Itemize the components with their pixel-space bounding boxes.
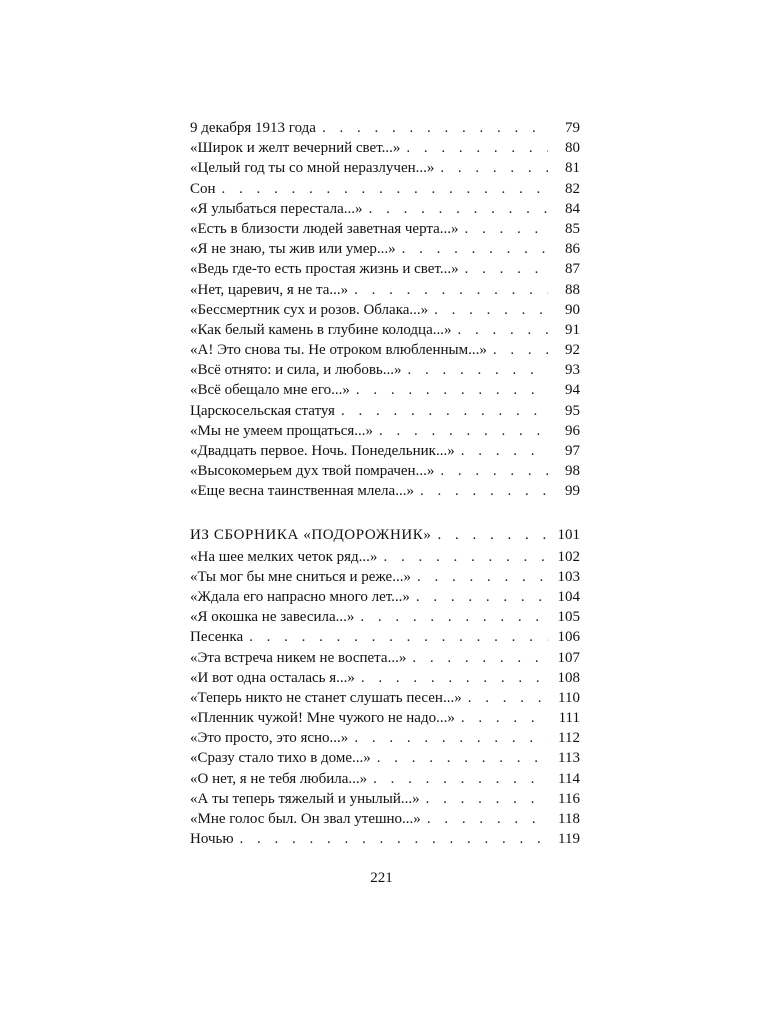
dot-leader: [402, 239, 548, 259]
dot-leader: [416, 587, 548, 607]
toc-entry-page: 96: [565, 422, 580, 439]
dot-leader: [461, 708, 548, 728]
toc-entry-title: «Целый год ты со мной неразлучен...»: [190, 160, 435, 177]
dot-leader: [426, 789, 548, 809]
toc-entry-title: «На шее мелких четок ряд...»: [190, 548, 378, 565]
toc-entry-title: «Есть в близости людей заветная черта...»: [190, 220, 459, 237]
toc-entry-title: «Бессмертник сух и розов. Облака...»: [190, 301, 429, 318]
toc-entry-page: 82: [565, 180, 580, 197]
toc-entry: [190, 748, 580, 768]
toc-entry: [190, 118, 580, 138]
toc-entry-title: Ночью: [190, 831, 234, 848]
toc-entry-title: Песенка: [190, 629, 244, 646]
toc-entry-page: 105: [557, 609, 580, 626]
toc-entry: [190, 280, 580, 300]
toc-entry: [190, 441, 580, 461]
toc-entry-page: 102: [557, 548, 580, 565]
toc-entry-page: 91: [565, 321, 580, 338]
toc-entry-page: 112: [558, 730, 580, 747]
toc-entry-page: 110: [558, 689, 580, 706]
toc-entry-title: «А ты теперь тяжелый и унылый...»: [190, 790, 420, 807]
toc-entry-title: «Ведь где-то есть простая жизнь и свет...»: [190, 261, 459, 278]
toc-entry-title: «Двадцать первое. Ночь. Понедельник...»: [190, 443, 455, 459]
toc-entry: [190, 259, 580, 279]
section-spacer: [190, 502, 580, 523]
toc-entry-title: «Широк и желт вечерний свет...»: [190, 140, 401, 157]
dot-leader: [373, 769, 548, 789]
toc-entry: [190, 648, 580, 668]
dot-leader: [356, 380, 548, 400]
toc-entry: [190, 728, 580, 748]
toc-entry-page: 111: [558, 710, 580, 727]
toc-entry-title: «И вот одна осталась я...»: [190, 669, 355, 686]
toc-entry: [190, 688, 580, 708]
toc-entry: [190, 360, 580, 380]
dot-leader: [461, 441, 548, 461]
toc-entry-title: «Мне голос был. Он звал утешно...»: [190, 811, 421, 827]
dot-leader: [427, 809, 548, 829]
dot-leader: [434, 300, 548, 320]
dot-leader: [465, 259, 548, 279]
toc-entry: [190, 587, 580, 607]
toc-entry: [190, 401, 580, 421]
toc-entry-page: 84: [565, 200, 580, 217]
dot-leader: [468, 688, 548, 708]
toc-entry-page: 87: [565, 261, 580, 278]
toc-entry: [190, 421, 580, 441]
dot-leader: [440, 158, 548, 178]
dot-leader: [465, 219, 548, 239]
dot-leader: [379, 421, 548, 441]
toc-entry: [190, 179, 580, 199]
toc-entry-title: «Теперь никто не станет слушать песен...»: [190, 689, 462, 706]
dot-leader: [493, 340, 548, 360]
toc-entry-title: «Эта встреча никем не воспета...»: [190, 649, 407, 666]
table-of-contents: [190, 118, 580, 849]
toc-entry-title: Царскосельская статуя: [190, 402, 335, 419]
toc-entry: [190, 219, 580, 239]
dot-leader: [377, 748, 548, 768]
toc-entry: [190, 668, 580, 688]
toc-entry-page: 94: [565, 382, 580, 399]
toc-entry: [190, 461, 580, 481]
toc-entry-page: 81: [565, 160, 580, 177]
section-heading-title: ИЗ СБОРНИКА «ПОДОРОЖНИК»: [190, 526, 432, 543]
toc-entry: [190, 300, 580, 320]
dot-leader: [354, 280, 548, 300]
toc-entry: [190, 789, 580, 809]
dot-leader: [322, 118, 548, 138]
section-heading-page: 101: [557, 526, 580, 543]
toc-entry-page: 85: [565, 220, 580, 237]
page-number: 221: [370, 870, 393, 886]
dot-leader: [440, 461, 548, 481]
toc-entry-title: «Еще весна таинственная млела...»: [190, 483, 414, 500]
toc-entry-page: 103: [557, 568, 580, 585]
toc-entry: [190, 769, 580, 789]
dot-leader: [361, 668, 548, 688]
dot-leader: [354, 728, 548, 748]
toc-entry-page: 88: [565, 281, 580, 298]
toc-entry-page: 92: [565, 342, 580, 359]
toc-entry-title: «Всё отнято: и сила, и любовь...»: [190, 362, 402, 379]
toc-entry: [190, 547, 580, 567]
toc-entry-title: «А! Это снова ты. Не отроком влюбленным...»: [190, 342, 487, 359]
toc-entry-page: 99: [565, 483, 580, 500]
toc-entry-page: 93: [565, 362, 580, 379]
dot-leader: [222, 179, 548, 199]
toc-entry-title: «Сразу стало тихо в доме...»: [190, 750, 371, 767]
toc-entry: [190, 481, 580, 501]
toc-entry-title: «Я улыбаться перестала...»: [190, 200, 363, 217]
dot-leader: [369, 199, 548, 219]
toc-entry: [190, 158, 580, 178]
toc-entry: [190, 199, 580, 219]
toc-entry-title: «Как белый камень в глубине колодца...»: [190, 321, 452, 338]
toc-entry-page: 104: [557, 588, 580, 605]
toc-entry-page: 114: [558, 770, 580, 787]
toc-entry-page: 98: [565, 463, 580, 480]
dot-leader: [240, 829, 548, 849]
toc-entry-page: 79: [565, 120, 580, 136]
toc-entry: [190, 829, 580, 849]
toc-entry: [190, 567, 580, 587]
toc-entry: [190, 607, 580, 627]
toc-entry-page: 86: [565, 241, 580, 258]
toc-entry-title: «Мы не умеем прощаться...»: [190, 422, 374, 439]
toc-entry-title: 9 декабря 1913 года: [190, 120, 316, 136]
toc-entry: [190, 708, 580, 728]
dot-leader: [438, 523, 548, 547]
dot-leader: [420, 481, 548, 501]
toc-entry-page: 97: [565, 443, 580, 459]
dot-leader: [341, 401, 548, 421]
toc-entry: [190, 138, 580, 158]
toc-entry-page: 113: [558, 750, 580, 767]
toc-entry-title: «Высокомерьем дух твой помрачен...»: [190, 463, 435, 480]
toc-section-podorozhnik: [190, 547, 580, 850]
toc-entry: [190, 809, 580, 829]
toc-entry-page: 106: [557, 629, 580, 646]
toc-entry-page: 108: [557, 669, 580, 686]
toc-entry-page: 90: [565, 301, 580, 318]
toc-entry-page: 95: [565, 402, 580, 419]
dot-leader: [249, 627, 548, 647]
dot-leader: [408, 360, 548, 380]
toc-entry: [190, 380, 580, 400]
toc-entry-title: «Нет, царевич, я не та...»: [190, 281, 349, 298]
toc-entry-title: «Я не знаю, ты жив или умер...»: [190, 241, 396, 258]
dot-leader: [360, 607, 548, 627]
toc-entry: [190, 320, 580, 340]
toc-entry-title: «Ты мог бы мне сниться и реже...»: [190, 568, 411, 585]
toc-section-continued: [190, 118, 580, 502]
dot-leader: [457, 320, 548, 340]
section-heading: [190, 523, 580, 547]
toc-entry-title: Сон: [190, 180, 216, 197]
toc-entry-title: «Всё обещало мне его...»: [190, 382, 350, 399]
toc-entry: [190, 627, 580, 647]
toc-entry-title: «Это просто, это ясно...»: [190, 730, 349, 747]
toc-entry-page: 107: [557, 649, 580, 666]
toc-entry-title: «Я окошка не завесила...»: [190, 609, 355, 626]
dot-leader: [406, 138, 548, 158]
toc-entry-title: «Ждала его напрасно много лет...»: [190, 588, 410, 605]
toc-entry-title: «О нет, я не тебя любила...»: [190, 770, 368, 787]
dot-leader: [417, 567, 548, 587]
toc-entry-page: 80: [565, 140, 580, 157]
toc-entry: [190, 239, 580, 259]
toc-entry: [190, 340, 580, 360]
dot-leader: [412, 648, 548, 668]
toc-entry-title: «Пленник чужой! Мне чужого не надо...»: [190, 710, 455, 727]
toc-entry-page: 118: [558, 811, 580, 827]
toc-entry-page: 119: [558, 831, 580, 848]
toc-entry-page: 116: [558, 790, 580, 807]
dot-leader: [383, 547, 548, 567]
